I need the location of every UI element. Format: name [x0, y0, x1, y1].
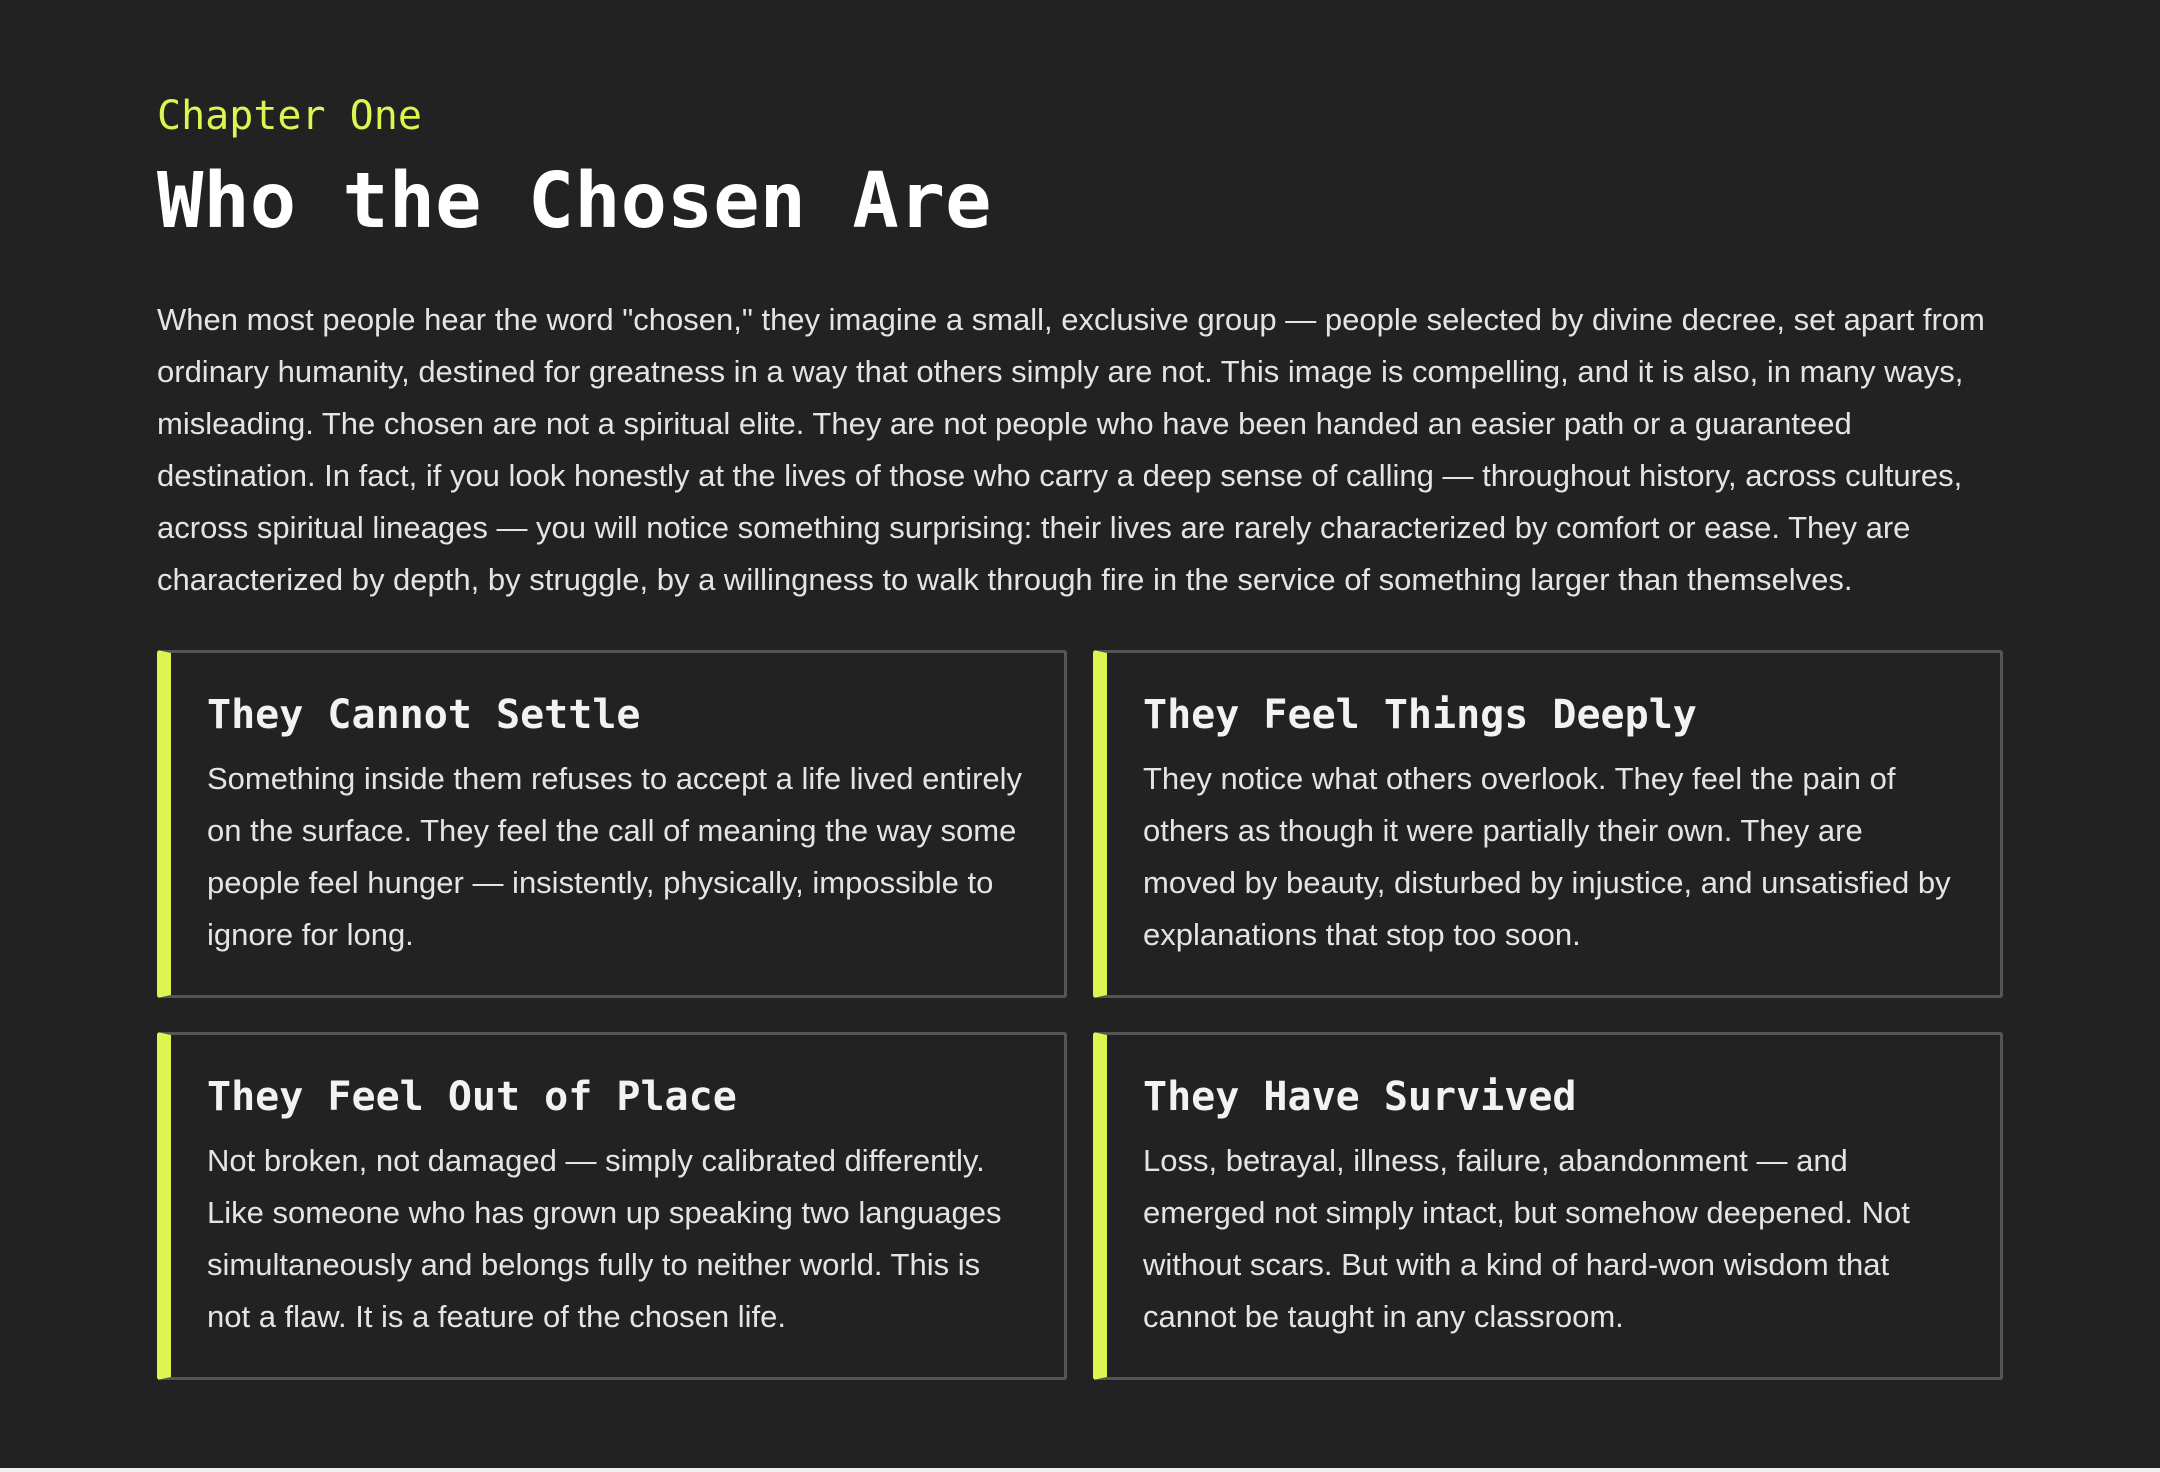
- intro-paragraph: When most people hear the word "chosen," they imagine a small, exclusive group — people selected by divine decree, set apart from ordinary humanity, destined for greatness in a way that others simply are not. This image is compelling, and it is also, in many ways, misleading. The chosen are not a spiritual elite. They are not people who have been handed an easier path or a guaranteed destination. In fact, if you look honestly at the lives of those who carry a deep sense of calling — throughout history, across cultures, across spiritual lineages — you will notice something surprising: their lives are rarely characterized by comfort or ease. They are characterized by depth, by struggle, by a willingness to walk through fire in the service of something larger than themselves.: [157, 302, 1985, 597]
- trait-card-cannot-settle: [157, 650, 1067, 998]
- trait-card-title: They Feel Out of Place: [207, 1074, 737, 1120]
- trait-card-body: They notice what others overlook. They feel the pain of others as though it were partially their own. They are moved by beauty, disturbed by injustice, and unsatisfied by explanations that stop too soon.: [1143, 761, 1951, 952]
- trait-card-body: Loss, betrayal, illness, failure, abandonment — and emerged not simply intact, but somehow deepened. Not without scars. But with a kind of hard-won wisdom that cannot be taught in any classroom.: [1143, 1143, 1910, 1334]
- trait-card-feel-deeply: [1093, 650, 2003, 998]
- trait-card-title: They Feel Things Deeply: [1143, 692, 1697, 738]
- trait-card-body: Something inside them refuses to accept a life lived entirely on the surface. They feel the call of meaning the way some people feel hunger — insistently, physically, impossible to ignore for long.: [207, 761, 1023, 952]
- chapter-title: Who the Chosen Are: [157, 157, 992, 246]
- trait-card-survived: [1093, 1032, 2003, 1380]
- chapter-label: Chapter One: [157, 93, 422, 139]
- chapter-page: [157, 88, 2003, 1334]
- trait-card-title: They Have Survived: [1143, 1074, 1577, 1120]
- trait-card-out-of-place: [157, 1032, 1067, 1380]
- trait-card-grid: [157, 650, 2003, 1380]
- bottom-divider: [0, 1468, 2160, 1472]
- trait-card-body: Not broken, not damaged — simply calibrated differently. Like someone who has grown up speaking two languages simultaneously and belongs fully to neither world. This is not a flaw. It is a feature of the chosen life.: [207, 1143, 1002, 1334]
- trait-card-title: They Cannot Settle: [207, 692, 641, 738]
